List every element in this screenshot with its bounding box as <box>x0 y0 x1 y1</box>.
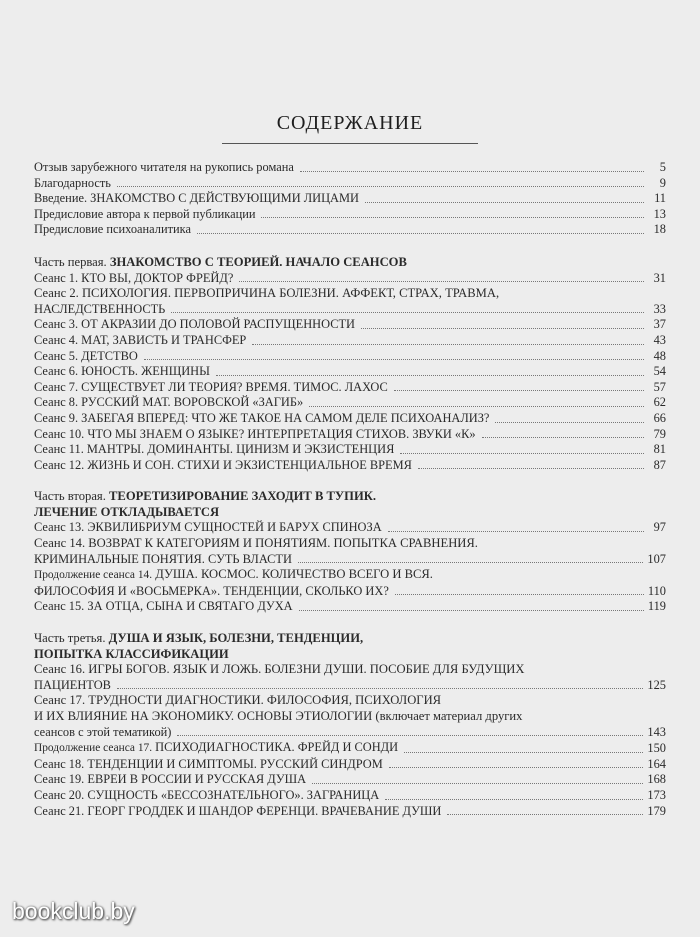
toc-entry: Сеанс 20. СУЩНОСТЬ «БЕССОЗНАТЕЛЬНОГО». ЗАГРАНИЦА 173 <box>34 787 666 802</box>
toc-entry: Предисловие автора к первой публикации 13 <box>34 206 666 221</box>
toc-entry: Сеанс 3. ОТ АКРАЗИИ ДО ПОЛОВОЙ РАСПУЩЕННОСТИ 37 <box>34 317 666 332</box>
toc-entry: Благодарность 9 <box>34 175 666 190</box>
toc-entry: Продолжение сеанса 17. ПСИХОДИАГНОСТИКА. ФРЕЙД И СОНДИ 150 <box>34 740 666 756</box>
toc-entry: Сеанс 7. СУЩЕСТВУЕТ ЛИ ТЕОРИЯ? ВРЕМЯ. ТИМОС. ЛАХОС 57 <box>34 379 666 394</box>
toc-entry: Сеанс 15. ЗА ОТЦА, СЫНА И СВЯТАГО ДУХА 119 <box>34 599 666 614</box>
toc-entry: КРИМИНАЛЬНЫЕ ПОНЯТИЯ. СУТЬ ВЛАСТИ 107 <box>34 551 666 566</box>
toc-entry-line: Продолжение сеанса 14. ДУША. КОСМОС. КОЛИЧЕСТВО ВСЕГО И ВСЯ. <box>34 567 433 582</box>
toc-entry-line: Сеанс 17. ТРУДНОСТИ ДИАГНОСТИКИ. ФИЛОСОФИЯ, ПСИХОЛОГИЯ <box>34 693 442 708</box>
part-heading: Часть первая. ЗНАКОМСТВО С ТЕОРИЕЙ. НАЧАЛО СЕАНСОВ <box>34 254 407 269</box>
part-heading-line: ЛЕЧЕНИЕ ОТКЛАДЫВАЕТСЯ <box>34 504 220 519</box>
toc-entry: Сеанс 21. ГЕОРГ ГРОДДЕК И ШАНДОР ФЕРЕНЦИ. ВРАЧЕВАНИЕ ДУШИ 179 <box>34 803 666 818</box>
table-of-contents <box>34 160 666 819</box>
title-underline <box>222 143 478 144</box>
page-title: СОДЕРЖАНИЕ <box>276 112 424 134</box>
toc-entry: Сеанс 13. ЭКВИЛИБРИУМ СУЩНОСТЕЙ И БАРУХ СПИНОЗА 97 <box>34 520 666 535</box>
toc-entry: Сеанс 8. РУССКИЙ МАТ. ВОРОВСКОЙ «ЗАГИБ» 62 <box>34 395 666 410</box>
toc-entry: Сеанс 10. ЧТО МЫ ЗНАЕМ О ЯЗЫКЕ? ИНТЕРПРЕТАЦИЯ СТИХОВ. ЗВУКИ «К» 79 <box>34 426 666 441</box>
toc-entry: Сеанс 4. МАТ, ЗАВИСТЬ И ТРАНСФЕР 43 <box>34 332 666 347</box>
toc-entry: Сеанс 1. КТО ВЫ, ДОКТОР ФРЕЙД? 31 <box>34 270 666 285</box>
watermark-logo: bookclub.by <box>12 898 135 924</box>
toc-entry: Сеанс 9. ЗАБЕГАЯ ВПЕРЕД: ЧТО ЖЕ ТАКОЕ НА САМОМ ДЕЛЕ ПСИХОАНАЛИЗ? 66 <box>34 410 666 425</box>
toc-entry: Предисловие психоаналитика 18 <box>34 222 666 237</box>
toc-entry-line: И ИХ ВЛИЯНИЕ НА ЭКОНОМИКУ. ОСНОВЫ ЭТИОЛОГИИ (включает материал других <box>34 709 523 723</box>
toc-entry: ПАЦИЕНТОВ 125 <box>34 677 666 692</box>
part-heading-line: ПОПЫТКА КЛАССИФИКАЦИИ <box>34 646 229 661</box>
toc-entry: Сеанс 18. ТЕНДЕНЦИИ И СИМПТОМЫ. РУССКИЙ СИНДРОМ 164 <box>34 756 666 771</box>
toc-entry: Отзыв зарубежного читателя на рукопись романа 5 <box>34 160 666 174</box>
toc-entry-line: Сеанс 16. ИГРЫ БОГОВ. ЯЗЫК И ЛОЖЬ. БОЛЕЗНИ ДУШИ. ПОСОБИЕ ДЛЯ БУДУЩИХ <box>34 662 525 677</box>
toc-entry: Сеанс 5. ДЕТСТВО 48 <box>34 348 666 363</box>
toc-entry-line: Сеанс 2. ПСИХОЛОГИЯ. ПЕРВОПРИЧИНА БОЛЕЗНИ. АФФЕКТ, СТРАХ, ТРАВМА, <box>34 286 500 301</box>
toc-entry: ФИЛОСОФИЯ И «ВОСЬМЕРКА». ТЕНДЕНЦИИ, СКОЛЬКО ИХ? 110 <box>34 583 666 598</box>
toc-entry: Сеанс 6. ЮНОСТЬ. ЖЕНЩИНЫ 54 <box>34 364 666 379</box>
toc-entry: Сеанс 11. МАНТРЫ. ДОМИНАНТЫ. ЦИНИЗМ И ЭКЗИСТЕНЦИЯ 81 <box>34 442 666 457</box>
toc-entry-line: Сеанс 14. ВОЗВРАТ К КАТЕГОРИЯМ И ПОНЯТИЯМ. ПОПЫТКА СРАВНЕНИЯ. <box>34 536 478 551</box>
toc-entry: Сеанс 12. ЖИЗНЬ И СОН. СТИХИ И ЭКЗИСТЕНЦИАЛЬНОЕ ВРЕМЯ 87 <box>34 457 666 472</box>
toc-entry: сеансов с этой тематикой) 143 <box>34 724 666 739</box>
toc-entry: НАСЛЕДСТВЕННОСТЬ 33 <box>34 301 666 316</box>
part-heading: Часть вторая. ТЕОРЕТИЗИРОВАНИЕ ЗАХОДИТ В ТУПИК. <box>34 489 377 504</box>
toc-entry: Введение. ЗНАКОМСТВО С ДЕЙСТВУЮЩИМИ ЛИЦАМИ 11 <box>34 191 666 206</box>
part-heading: Часть третья. ДУША И ЯЗЫК, БОЛЕЗНИ, ТЕНДЕНЦИИ, <box>34 631 364 646</box>
toc-entry: Сеанс 19. ЕВРЕИ В РОССИИ И РУССКАЯ ДУША 168 <box>34 772 666 787</box>
